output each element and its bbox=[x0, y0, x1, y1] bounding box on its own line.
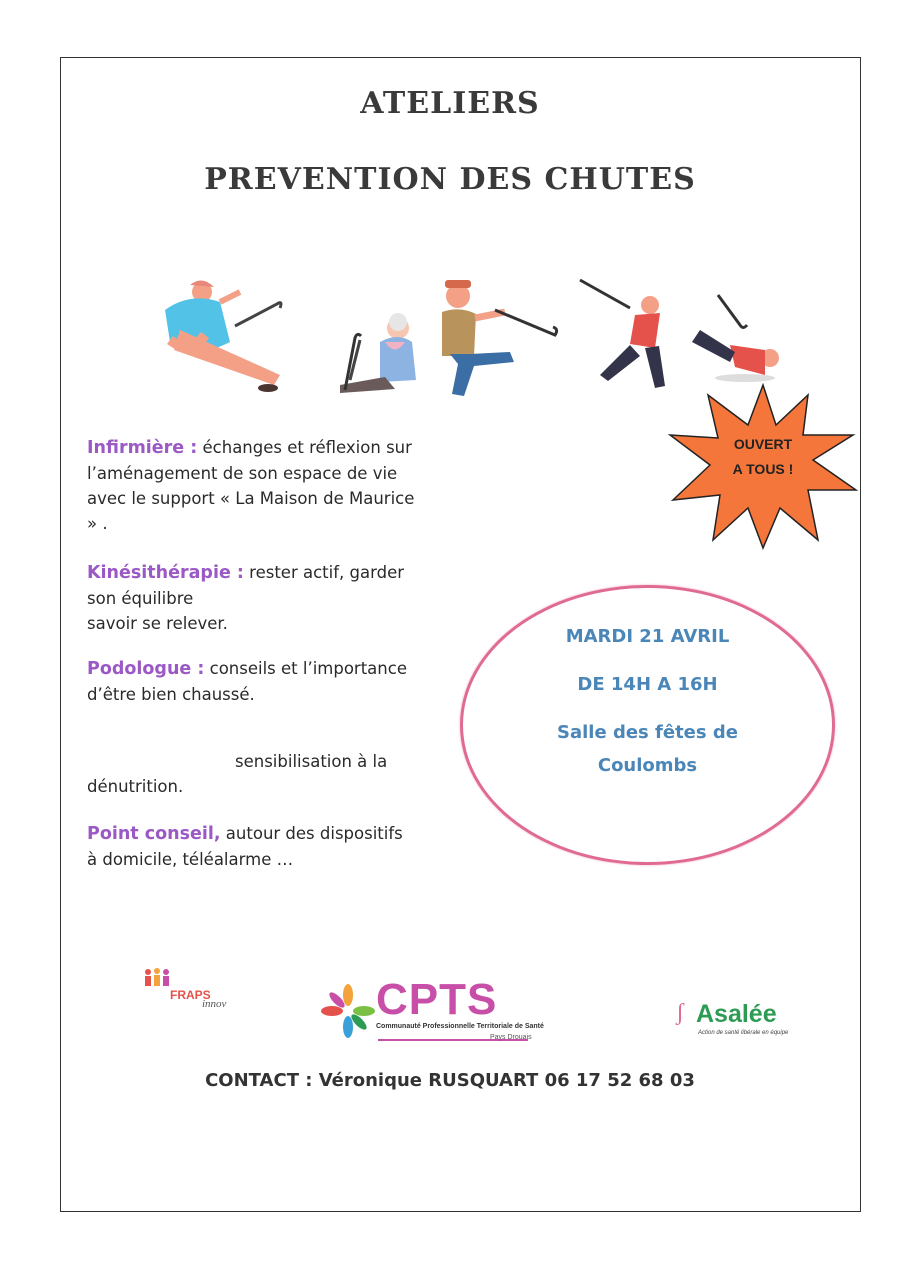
badge-line1: OUVERT bbox=[733, 436, 793, 452]
cpts-flower-icon bbox=[318, 981, 378, 1041]
workshop-podologue bbox=[87, 656, 417, 707]
asalee-logo bbox=[676, 1000, 846, 1040]
workshop-denutrition bbox=[87, 749, 417, 799]
cpts-region: Pays Drouais bbox=[490, 1034, 532, 1041]
man-with-hat-figure bbox=[442, 280, 557, 396]
title-ateliers: ATELIERS bbox=[360, 86, 540, 121]
text-kinesitherapie-1: rester actif, garder son équilibre bbox=[87, 563, 405, 608]
asalee-mark-icon: ʃ bbox=[676, 1000, 684, 1026]
fraps-logo bbox=[140, 966, 250, 1016]
fallen-man-figure bbox=[692, 295, 779, 382]
woman-falling-figure bbox=[165, 280, 281, 392]
text-kinesitherapie-2: savoir se relever. bbox=[87, 614, 228, 633]
workshop-point-conseil bbox=[87, 821, 417, 872]
cpts-subtitle: Communauté Professionnelle Territoriale de Santé bbox=[376, 1023, 544, 1030]
fraps-people-icon bbox=[142, 966, 172, 990]
text-point-conseil: autour des dispositifs à domicile, téléalarme … bbox=[87, 824, 403, 869]
event-time: DE 14H A 16H bbox=[577, 674, 718, 695]
badge-line2: A TOUS ! bbox=[732, 461, 794, 477]
event-place-line1: Salle des fêtes de bbox=[557, 722, 738, 743]
event-date: MARDI 21 AVRIL bbox=[565, 626, 730, 647]
contact-line: CONTACT : Véronique RUSQUART 06 17 52 68 03 bbox=[205, 1070, 695, 1091]
cpts-logo bbox=[318, 975, 544, 1050]
label-podologue: Podologue : bbox=[87, 659, 205, 679]
asalee-subtitle: Action de santé libérale en équipe bbox=[698, 1030, 789, 1036]
workshop-kinesitherapie bbox=[87, 560, 417, 636]
fraps-text: FRAPS bbox=[170, 988, 211, 1002]
title-prevention: PREVENTION DES CHUTES bbox=[204, 162, 696, 197]
label-infirmiere: Infirmière : bbox=[87, 438, 198, 458]
fraps-sub: innov bbox=[202, 998, 227, 1010]
workshop-infirmiere bbox=[87, 435, 417, 536]
text-podologue: conseils et l’importance d’être bien chaussé. bbox=[87, 659, 407, 704]
label-point-conseil: Point conseil, bbox=[87, 824, 221, 844]
event-place-line2: Coulombs bbox=[597, 755, 698, 776]
asalee-text: Asalée bbox=[696, 1000, 777, 1028]
label-kinesitherapie: Kinésithérapie : bbox=[87, 563, 244, 583]
tripping-man-figure bbox=[580, 280, 665, 388]
text-denutrition: sensibilisation à la dénutrition. bbox=[87, 752, 388, 796]
seated-woman-figure bbox=[340, 313, 416, 393]
cpts-text: CPTS bbox=[376, 975, 498, 1024]
badge-text bbox=[668, 432, 858, 482]
text-infirmiere: échanges et réflexion sur l’aménagement de son espace de vie avec le support « La Maison de Maurice » . bbox=[87, 438, 415, 533]
